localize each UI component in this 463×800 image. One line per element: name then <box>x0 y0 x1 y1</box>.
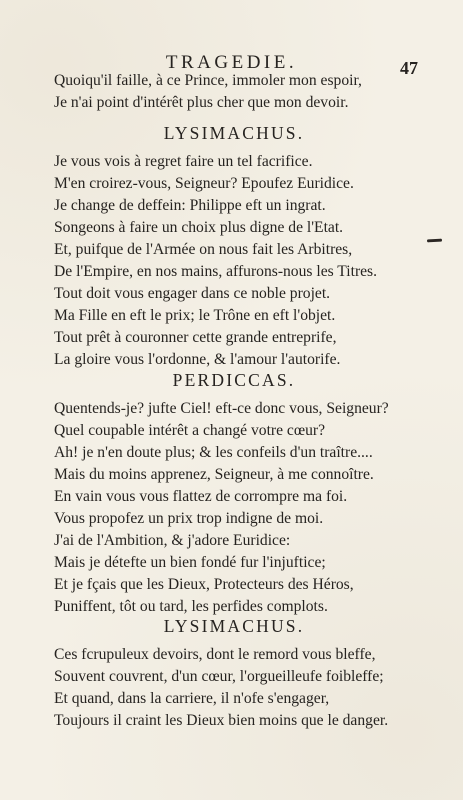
verse-line: En vain vous vous flattez de corrompre ma foi. <box>54 488 348 505</box>
verse-line: De l'Empire, en nos mains, affurons-nous les Titres. <box>54 263 378 280</box>
verse-line: Toujours il craint les Dieux bien moins que le danger. <box>54 712 389 729</box>
verse-line: Puniffent, tôt ou tard, les perfides complots. <box>54 598 328 615</box>
verse-line: Songeons à faire un choix plus digne de l'Etat. <box>54 219 344 236</box>
verse-line: Ah! je n'en doute plus; & les confeils d'un traître.... <box>54 444 373 461</box>
page-number: 47 <box>400 58 418 78</box>
margin-ink-mark <box>427 239 442 243</box>
verse-line: Mais du moins apprenez, Seigneur, à me connoître. <box>54 466 374 483</box>
verse-line: Quel coupable intérêt a changé votre cœur? <box>54 422 326 439</box>
opening-verses <box>54 70 414 114</box>
verse-line: M'en croirez-vous, Seigneur? Epoufez Euridice. <box>54 175 354 192</box>
verse-line: Je change de deffein: Philippe eft un ingrat. <box>54 197 326 214</box>
speech-perdiccas <box>54 368 414 618</box>
verse-line: Tout prêt à couronner cette grande entreprife, <box>54 329 337 346</box>
speaker-heading: LYSIMACHUS. <box>163 616 305 636</box>
verse-line: Et, puifque de l'Armée on nous fait les Arbitres, <box>54 241 353 258</box>
verse-line: Tout doit vous engager dans ce noble projet. <box>54 285 331 302</box>
verse-line: Et je fçais que les Dieux, Protecteurs des Héros, <box>54 576 354 593</box>
verse-line: Vous propofez un prix trop indigne de moi. <box>54 510 324 527</box>
speaker-heading: PERDICCAS. <box>172 370 296 390</box>
speech-lysimachus-1 <box>54 121 414 371</box>
verse-line: La gloire vous l'ordonne, & l'amour l'autorife. <box>54 351 341 368</box>
verse-line: Mais je détefte un bien fondé fur l'injuftice; <box>54 554 326 571</box>
verse-line: J'ai de l'Ambition, & j'adore Euridice: <box>54 532 291 549</box>
verse-line: Je vous vois à regret faire un tel facrifice. <box>54 153 313 170</box>
verse-line: Quentends-je? jufte Ciel! eft-ce donc vous, Seigneur? <box>54 400 389 417</box>
verse-line: Et quand, dans la carriere, il n'ofe s'engager, <box>54 690 330 707</box>
verse-line: Ma Fille en eft le prix; le Trône en eft l'objet. <box>54 307 336 324</box>
verse-line: Quoiqu'il faille, à ce Prince, immoler mon espoir, <box>54 72 362 89</box>
running-head: TRAGEDIE. <box>165 52 298 73</box>
verse-line: Souvent couvrent, d'un cœur, l'orgueilleufe foibleffe; <box>54 668 384 685</box>
verse-line: Je n'ai point d'intérêt plus cher que mon devoir. <box>54 94 349 111</box>
speaker-heading: LYSIMACHUS. <box>163 123 305 143</box>
verse-line: Ces fcrupuleux devoirs, dont le remord vous bleffe, <box>54 646 376 663</box>
speech-lysimachus-2 <box>54 614 414 732</box>
